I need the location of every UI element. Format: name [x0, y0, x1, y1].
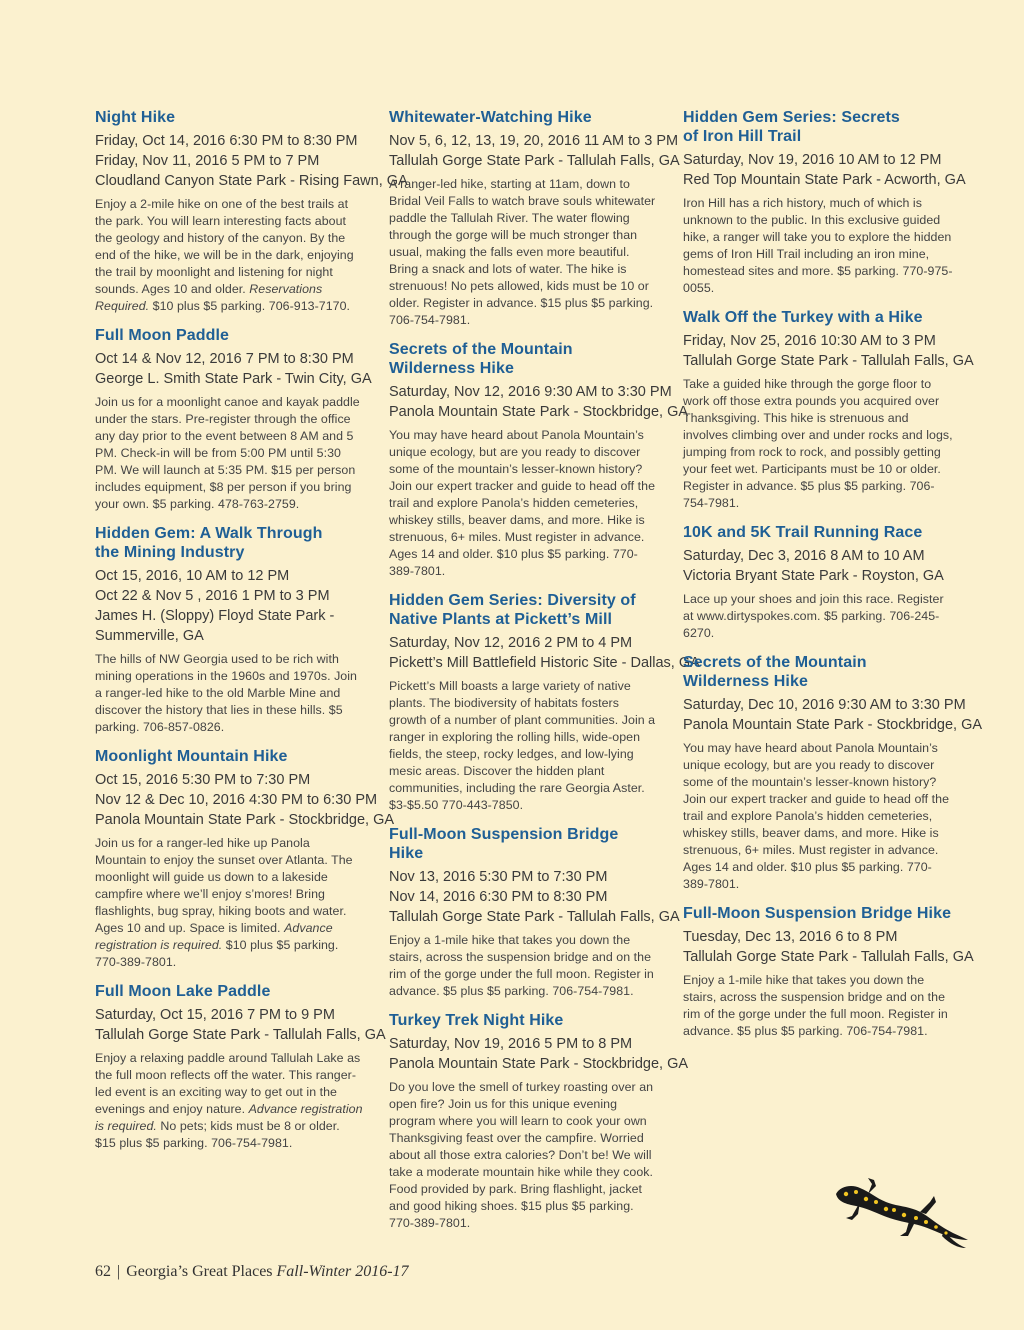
description-text: Join us for a moonlight canoe and kayak paddle under the stars. Pre-register through the office any day prior to the event between 8 AM and 5 PM. Check-in will be from 5:00 PM until 5:30 PM. We will launch at 5:35 PM. $15 per person includes equipment, $8 per person if you bring your own. $5 parking. 478-763-2759.	[95, 395, 360, 511]
event-details	[389, 633, 700, 673]
event-listing	[95, 108, 408, 315]
event-details	[683, 927, 974, 967]
event-title	[389, 1011, 657, 1030]
event-date-location: Saturday, Nov 12, 2016 9:30 AM to 3:30 PM	[389, 384, 672, 400]
event-listing	[95, 524, 363, 736]
events-column-1	[95, 108, 408, 1163]
event-details	[389, 867, 680, 927]
event-date-location: Oct 14 & Nov 12, 2016 7 PM to 8:30 PM	[95, 351, 354, 367]
event-date-location: Panola Mountain State Park - Stockbridge, GA	[389, 1056, 689, 1072]
event-date-location: Nov 14, 2016 6:30 PM to 8:30 PM	[389, 889, 608, 905]
event-date-location: Tallulah Gorge State Park - Tallulah Falls, GA	[389, 909, 680, 925]
event-title-line: Hidden Gem Series: Secrets	[683, 109, 900, 126]
description-text: Take a guided hike through the gorge floor to work off those extra pounds you acquired over Thanksgiving. This hike is strenuous and involves climbing over and under rocks and logs, jumping from rock to rock, and possibly getting your feet wet. Participants must be 10 or older. Register in advance. $5 plus $5 parking. 706-754-7981.	[683, 377, 953, 510]
event-details	[683, 150, 966, 190]
event-title	[95, 108, 363, 127]
event-date-location: Oct 15, 2016, 10 AM to 12 PM	[95, 568, 290, 584]
description-text: Enjoy a 2-mile hike on one of the best trails at the park. You will learn interesting facts about the geology and history of the canyon. By the end of the hike, we will be in the dark, enjoying the trail by moonlight and listening for night sounds. Ages 10 and older.	[95, 197, 354, 296]
spotted-salamander-icon	[830, 1172, 970, 1252]
description-text: The hills of NW Georgia used to be rich with mining operations in the 1960s and 1970s. Join a ranger-led hike to the old Marble Mine and discover the history that lies in these hills. $5 parking. 706-857-0826.	[95, 652, 357, 734]
emphasis-text: Advance registration is required.	[95, 921, 333, 952]
event-listing	[95, 747, 395, 971]
events-column-3	[683, 108, 983, 1051]
event-title	[95, 326, 363, 345]
event-date-location: Saturday, Dec 3, 2016 8 AM to 10 AM	[683, 548, 925, 564]
event-title-line: Walk Off the Turkey with a Hike	[683, 309, 923, 326]
issue-name: Fall-Winter 2016-17	[276, 1263, 409, 1280]
event-date-location: Nov 13, 2016 5:30 PM to 7:30 PM	[389, 869, 608, 885]
event-date-location: Nov 12 & Dec 10, 2016 4:30 PM to 6:30 PM	[95, 792, 378, 808]
event-listing	[389, 825, 680, 1000]
event-description	[389, 427, 657, 580]
event-details	[95, 1005, 386, 1045]
event-description	[389, 678, 657, 814]
description-text: Enjoy a relaxing paddle around Tallulah Lake as the full moon reflects off the water. This ranger-led event is an exciting way to get out in the evenings and enjoy nature.	[95, 1051, 361, 1116]
event-date-location: Cloudland Canyon State Park - Rising Fawn, GA	[95, 173, 408, 189]
event-title	[683, 653, 955, 691]
event-description	[95, 196, 363, 315]
event-description	[95, 835, 363, 971]
event-date-location: Panola Mountain State Park - Stockbridge, GA	[95, 812, 395, 828]
event-title-line: Secrets of the Mountain	[683, 654, 867, 671]
description-text: Enjoy a 1-mile hike that takes you down the stairs, across the suspension bridge and on the rim of the gorge under the full moon. Register in advance. $5 plus $5 parking. 706-754-7981.	[389, 933, 654, 998]
event-date-location: Oct 22 & Nov 5 , 2016 1 PM to 3 PM	[95, 588, 330, 604]
event-description	[95, 651, 363, 736]
event-title	[683, 523, 955, 542]
event-date-location: George L. Smith State Park - Twin City, GA	[95, 371, 372, 387]
event-title-line: Full Moon Lake Paddle	[95, 983, 271, 1000]
event-title-line: Wilderness Hike	[389, 360, 514, 377]
event-title-line: Wilderness Hike	[683, 673, 808, 690]
event-description	[95, 394, 363, 513]
footer-separator: |	[117, 1263, 121, 1280]
event-title-line: Hidden Gem Series: Diversity of	[389, 592, 636, 609]
publication-name: Georgia’s Great Places	[126, 1263, 273, 1280]
event-title-line: Hidden Gem: A Walk Through	[95, 525, 323, 542]
event-description	[683, 195, 955, 297]
event-listing	[95, 326, 372, 513]
event-details	[95, 349, 372, 389]
event-title	[95, 524, 363, 562]
event-date-location: Tallulah Gorge State Park - Tallulah Falls, GA	[683, 949, 974, 965]
event-title-line: the Mining Industry	[95, 544, 245, 561]
event-listing	[95, 982, 386, 1152]
event-description	[389, 932, 657, 1000]
event-date-location: Saturday, Nov 19, 2016 5 PM to 8 PM	[389, 1036, 633, 1052]
event-title	[389, 340, 657, 378]
event-title-line: Full Moon Paddle	[95, 327, 230, 344]
event-title-line: Turkey Trek Night Hike	[389, 1012, 564, 1029]
event-details	[95, 131, 408, 191]
event-details	[683, 695, 983, 735]
event-date-location: Tallulah Gorge State Park - Tallulah Falls, GA	[389, 153, 680, 169]
event-listing	[389, 1011, 689, 1232]
event-details	[389, 131, 680, 171]
event-title-line: Native Plants at Pickett’s Mill	[389, 611, 613, 628]
event-description	[683, 376, 955, 512]
event-description	[683, 740, 955, 893]
event-title	[389, 591, 657, 629]
event-date-location: James H. (Sloppy) Floyd State Park -	[95, 608, 335, 624]
event-date-location: Panola Mountain State Park - Stockbridge, GA	[389, 404, 689, 420]
event-title	[683, 308, 955, 327]
event-title	[95, 982, 363, 1001]
event-date-location: Pickett’s Mill Battlefield Historic Site - Dallas, GA	[389, 655, 700, 671]
description-text: Do you love the smell of turkey roasting over an open fire? Join us for this unique evening program where you will learn to cook your own Thanksgiving feast over the campfire. Worried about all those extra calories? Don’t be! We will take a moderate mountain hike while they cook. Food provided by park. Bring flashlight, jacket and good hiking shoes. $15 plus $5 parking. 770-389-7801.	[389, 1080, 654, 1230]
event-listing	[683, 653, 983, 893]
event-description	[389, 176, 657, 329]
description-text: Lace up your shoes and join this race. Register at www.dirtyspokes.com. $5 parking. 706-245-6270.	[683, 592, 944, 640]
event-listing	[683, 308, 974, 512]
event-title-line: Full-Moon Suspension Bridge Hike	[389, 826, 619, 862]
event-details	[683, 546, 955, 586]
event-title	[389, 108, 657, 127]
event-listing	[389, 591, 700, 814]
event-date-location: Tallulah Gorge State Park - Tallulah Falls, GA	[683, 353, 974, 369]
description-text: $10 plus $5 parking. 770-389-7801.	[95, 938, 339, 969]
event-date-location: Friday, Oct 14, 2016 6:30 PM to 8:30 PM	[95, 133, 358, 149]
event-date-location: Saturday, Oct 15, 2016 7 PM to 9 PM	[95, 1007, 335, 1023]
description-text: You may have heard about Panola Mountain’s unique ecology, but are you ready to discover some of the mountain’s lesser-known history? Join our expert tracker and guide to head off the trail and explore Panola’s hidden cemeteries, whiskey stills, beaver dams, and more. Hike is strenuous, 6+ miles. Must register in advance. Ages 14 and older. $10 plus $5 parking. 770-389-7801.	[683, 741, 950, 891]
event-listing	[683, 108, 966, 297]
event-date-location: Oct 15, 2016 5:30 PM to 7:30 PM	[95, 772, 311, 788]
event-description	[95, 1050, 363, 1152]
page-number: 62	[95, 1263, 111, 1280]
event-date-location: Tuesday, Dec 13, 2016 6 to 8 PM	[683, 929, 898, 945]
event-title	[389, 825, 657, 863]
event-listing	[389, 340, 689, 580]
event-date-location: Nov 5, 6, 12, 13, 19, 20, 2016 11 AM to 3 PM	[389, 133, 679, 149]
event-title-line: Full-Moon Suspension Bridge Hike	[683, 905, 952, 922]
description-text: No pets; kids must be 8 or older. $15 plus $5 parking. 706-754-7981.	[95, 1119, 340, 1150]
description-text: Pickett’s Mill boasts a large variety of native plants. The biodiversity of habitats fosters growth of a number of plant communities. Join a ranger in exploring the rolling hills, wide-open fields, the steep, rocky ledges, and low-lying mesic areas. Discover the hidden plant communities, including the rare Georgia Aster. $3-$5.50 770-443-7850.	[389, 679, 656, 812]
event-date-location: Friday, Nov 11, 2016 5 PM to 7 PM	[95, 153, 320, 169]
event-date-location: Friday, Nov 25, 2016 10:30 AM to 3 PM	[683, 333, 936, 349]
events-column-2	[389, 108, 700, 1243]
event-title-line: Moonlight Mountain Hike	[95, 748, 288, 765]
event-title	[683, 904, 955, 923]
event-details	[683, 331, 974, 371]
event-date-location: Saturday, Nov 12, 2016 2 PM to 4 PM	[389, 635, 633, 651]
event-date-location: Red Top Mountain State Park - Acworth, GA	[683, 172, 966, 188]
event-description	[683, 591, 955, 642]
description-text: You may have heard about Panola Mountain’s unique ecology, but are you ready to discover some of the mountain’s lesser-known history? Join our expert tracker and guide to head off the trail and explore Panola’s hidden cemeteries, whiskey stills, beaver dams, and more. Hike is strenuous, 6+ miles. Must register in advance. Ages 14 and older. $10 plus $5 parking. 770-389-7801.	[389, 428, 656, 578]
event-date-location: Panola Mountain State Park - Stockbridge, GA	[683, 717, 983, 733]
description-text: A ranger-led hike, starting at 11am, down to Bridal Veil Falls to watch brave souls whitewater paddle the Tallulah River. The water flowing through the gorge will be much stronger than usual, making the falls even more beautiful. Bring a snack and lots of water. The hike is strenuous! No pets allowed, kids must be 10 or older. Register in advance. $15 plus $5 parking. 706-754-7981.	[389, 177, 656, 327]
event-listing	[389, 108, 680, 329]
event-date-location: Victoria Bryant State Park - Royston, GA	[683, 568, 944, 584]
event-title-line: of Iron Hill Trail	[683, 128, 802, 145]
event-title-line: 10K and 5K Trail Running Race	[683, 524, 923, 541]
description-text: Enjoy a 1-mile hike that takes you down the stairs, across the suspension bridge and on the rim of the gorge under the full moon. Register in advance. $5 plus $5 parking. 706-754-7981.	[683, 973, 948, 1038]
event-details	[389, 382, 689, 422]
event-date-location: Summerville, GA	[95, 628, 204, 644]
emphasis-text: Reservations Required.	[95, 282, 323, 313]
event-title	[95, 747, 363, 766]
event-description	[683, 972, 955, 1040]
event-details	[389, 1034, 689, 1074]
event-date-location: Tallulah Gorge State Park - Tallulah Falls, GA	[95, 1027, 386, 1043]
description-text: $10 plus $5 parking. 706-913-7170.	[149, 299, 351, 313]
description-text: Iron Hill has a rich history, much of which is unknown to the public. In this exclusive guided hike, a ranger will take you to explore the hidden gems of Iron Hill Trail including an iron mine, homestead sites and more. $5 parking. 770-975-0055.	[683, 196, 953, 295]
event-details	[95, 770, 395, 830]
event-date-location: Saturday, Dec 10, 2016 9:30 AM to 3:30 PM	[683, 697, 966, 713]
page-footer	[95, 1263, 409, 1281]
event-title	[683, 108, 955, 146]
event-date-location: Saturday, Nov 19, 2016 10 AM to 12 PM	[683, 152, 942, 168]
event-details	[95, 566, 363, 646]
event-title-line: Secrets of the Mountain	[389, 341, 573, 358]
emphasis-text: Advance registration is required.	[95, 1102, 363, 1133]
event-description	[389, 1079, 657, 1232]
description-text: Join us for a ranger-led hike up Panola Mountain to enjoy the sunset over Atlanta. The moonlight will guide us down to a lakeside campfire where we’ll enjoy s’mores! Bring flashlights, bug spray, hiking boots and water. Ages 10 and up. Space is limited.	[95, 836, 353, 935]
event-title-line: Whitewater-Watching Hike	[389, 109, 592, 126]
event-listing	[683, 904, 974, 1040]
event-listing	[683, 523, 955, 642]
event-title-line: Night Hike	[95, 109, 176, 126]
